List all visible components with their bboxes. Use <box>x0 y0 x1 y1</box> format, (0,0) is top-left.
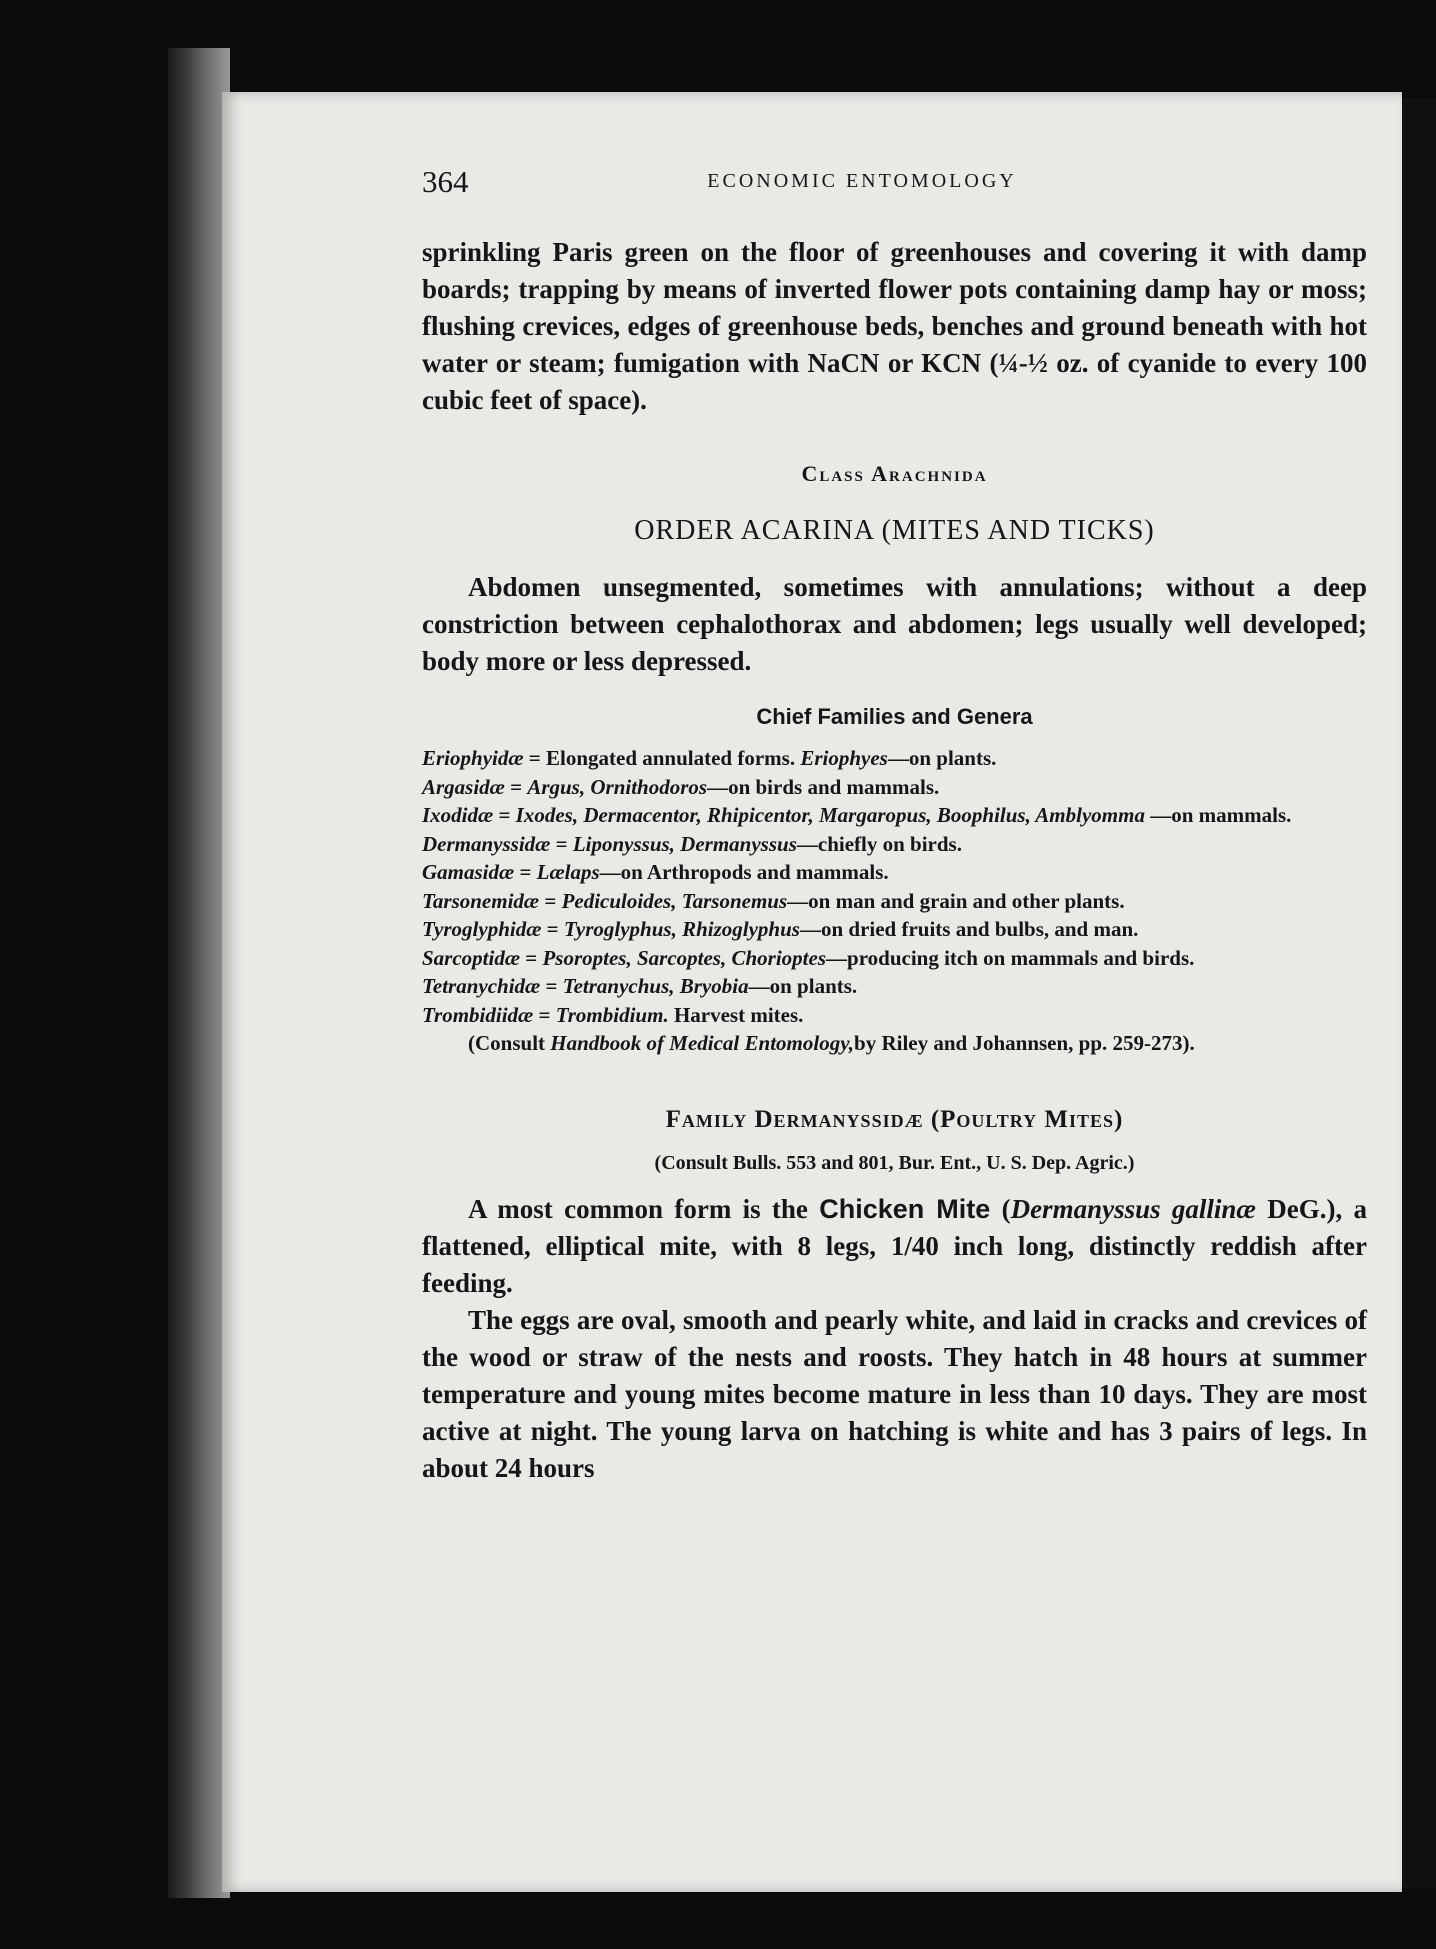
eggs-paragraph: The eggs are oval, smooth and pearly white, and laid in cracks and crevices of the wood or straw of the nests and roosts. They hatch in 48 hours at summer temperature and young mites become mature in less than 10 days. They are most active at night. The young larva on hatching is white and has 3 pairs of legs. In about 24 hours <box>422 1304 1367 1483</box>
families-heading: Chief Families and Genera <box>756 704 1033 729</box>
facing-page-edge <box>1402 98 1436 1888</box>
page-header <box>422 164 1302 204</box>
consult-note: (Consult Handbook of Medical Entomology,by Riley and Johannsen, pp. 259-273). <box>468 1031 1195 1055</box>
families-list <box>422 744 1367 1029</box>
family-entry: Dermanyssidæ = Liponyssus, Dermanyssus—chiefly on birds. <box>422 831 962 856</box>
order-description: Abdomen unsegmented, sometimes with annulations; without a deep constriction between cephalothorax and abdomen; legs usually well developed; body more or less depressed. <box>422 572 1367 676</box>
family-entry: Tyroglyphidæ = Tyroglyphus, Rhizoglyphus—on dried fruits and bulbs, and man. <box>422 917 1139 941</box>
bulletin-reference: (Consult Bulls. 553 and 801, Bur. Ent., U. S. Dep. Agric.) <box>654 1151 1135 1174</box>
page-number: 364 <box>422 164 469 199</box>
family-entry: Tarsonemidæ = Pediculoides, Tarsonemus—on man and grain and other plants. <box>422 888 1125 913</box>
family-entry: Trombidiidæ = Trombidium. Harvest mites. <box>422 1002 804 1027</box>
page-content <box>422 234 1367 1487</box>
family-entry: Eriophyidæ = Elongated annulated forms. Eriophyes—on plants. <box>422 746 997 770</box>
order-heading: ORDER ACARINA (MITES AND TICKS) <box>634 515 1155 546</box>
class-heading: Class Arachnida <box>801 461 988 486</box>
family-heading: Family Dermanyssidæ (Poultry Mites) <box>665 1105 1124 1133</box>
book-gutter <box>168 48 230 1898</box>
book-page <box>222 92 1402 1892</box>
family-entry: Tetranychidæ = Tetranychus, Bryobia—on plants. <box>422 974 858 998</box>
family-entry: Argasidæ = Argus, Ornithodoros—on birds and mammals. <box>422 774 940 799</box>
family-entry: Gamasidæ = Lælaps—on Arthropods and mammals. <box>422 860 889 884</box>
chicken-mite-paragraph: A most common form is the Chicken Mite (Dermanyssus gallinæ DeG.), a flattened, elliptical mite, with 8 legs, 1/40 inch long, distinctly reddish after feeding. <box>422 1193 1367 1298</box>
running-head: ECONOMIC ENTOMOLOGY <box>707 170 1017 192</box>
intro-paragraph: sprinkling Paris green on the floor of greenhouses and covering it with damp boards; trapping by means of inverted flower pots containing damp hay or moss; flushing crevices, edges of greenhouse beds, benches and ground beneath with hot water or steam; fumigation with NaCN or KCN (¼-½ oz. of cyanide to every 100 cubic feet of space). <box>422 237 1367 415</box>
family-entry: Ixodidæ = Ixodes, Dermacentor, Rhipicentor, Margaropus, Boophilus, Amblyomma —on mammals. <box>422 803 1292 827</box>
family-entry: Sarcoptidæ = Psoroptes, Sarcoptes, Chorioptes—producing itch on mammals and birds. <box>422 945 1195 970</box>
